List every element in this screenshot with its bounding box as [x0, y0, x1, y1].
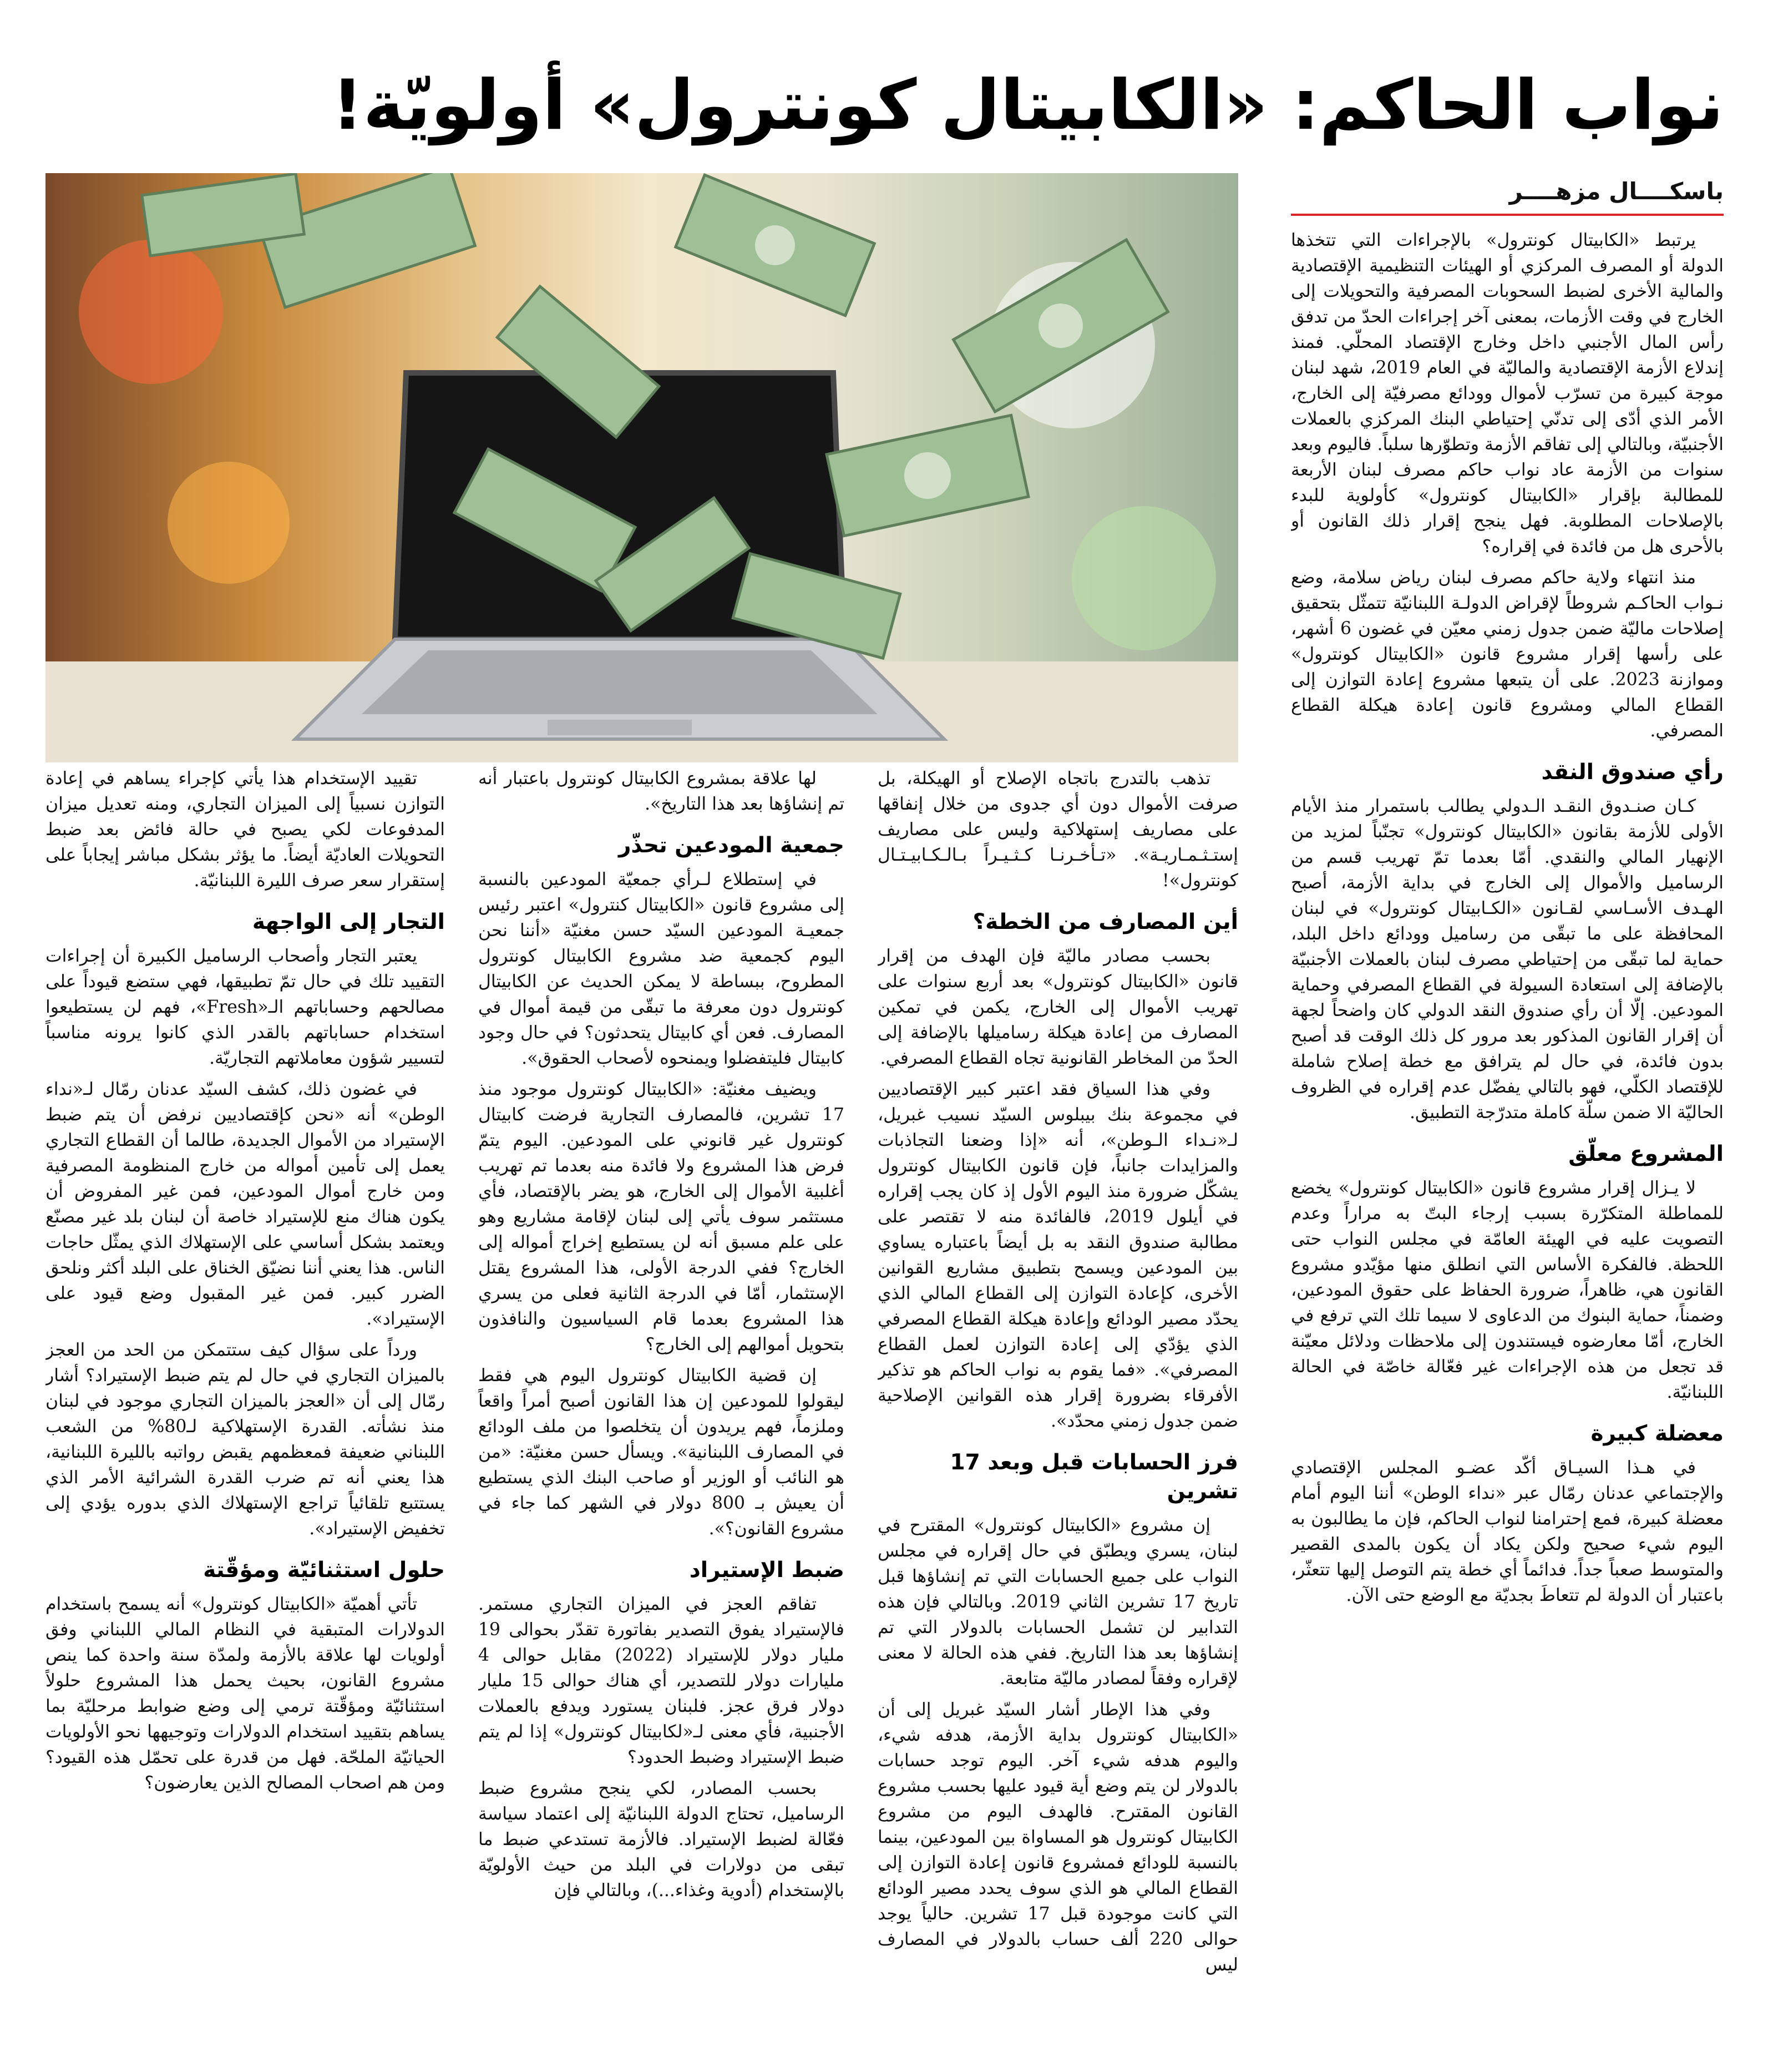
section-heading-banks-plan: أين المصارف من الخطة؟	[972, 909, 1238, 934]
section-heading-depositors-warn: جمعية المودعين تحذّر	[618, 833, 844, 858]
section-depositors-paragraph-1: في إستطلاع لـرأي جمعيّة المودعين بالنسبة إلى مشروع قانون «الكابيتال كنترول» اعتبر رئيس جمعيـة المودعين السيّد حسن مغنيّة «أننا نحن اليوم كجمعية ضد مشروع الكابيتال كونترول المطروح، ببساطة لا يمكن الحديث عن الكابيتال كونترول دون معرفة ما تبقّى من قيمة أموال في المصارف. فعن أي كابيتال يتحدثون؟ في حال وجود كابيتال فليتفضلوا ويمنحوه لأصحاب الحقوق».	[478, 870, 844, 1068]
laptop-money-illustration	[45, 173, 1238, 762]
section-banks-paragraph-2: وفي هذا السياق فقد اعتبر كبير الإقتصاديين في مجموعة بنك بيبلوس السيّد نسيب غبريل، لـ«نـداء الـوطن»، أنه «إذا وضعنا التجاذبات والمزايدات جانباً، فإن قانون الكابيتال كونترول يشكّل ضرورة منذ اليوم الأول إذ كان يجب إقراره في أيلول 2019، فالفائدة منه لا تقتصر على مطالبة صندوق النقد به بل أيضاً باعتباره يساوي بين المودعين ويسمح بتطبيق مشاريع القوانين الأخرى، كإعادة التوازن إلى القطاع المالي الذي يحدّد مصير الودائع وإعادة هيكلة القطاع المصرفي الذي يؤدّي إلى إعادة التوازن لعمل القطاع المصرفي». «فما يقوم به نواب الحاكم هو تذكير الأفرقاء بضرورة إقرار هذه القوانين الإصلاحية ضمن جدول زمني محدّد».	[878, 1079, 1238, 1431]
intro-paragraph-1: يرتبط «الكابيتال كونترول» بالإجراءات التي تتخذها الدولة أو المصرف المركزي أو الهيئات التنظيمية الإقتصادية والمالية الأخرى لضبط السحوبات المصرفية والتحويلات إلى الخارج في وقت الأزمات، بمعنى آخر إجراءات الحدّ من تدفق رأس المال الأجنبي داخل وخارج الإقتصاد المحلّي. فمنذ إندلاع الأزمة الإقتصادية والماليّة في العام 2019، شهد لبنان موجة كبيرة من تسرّب لأموال وودائع مصرفيّة إلى الخارج، الأمر الذي أدّى إلى تدنّي إحتياطي البنك المركزي بالعملات الأجنبيّة، وبالتالي إلى تفاقم الأزمة وتطوّرها سلباً. فاليوم وبعد سنوات من الأزمة عاد نواب حاكم مصرف لبنان الأربعة للمطالبة بإقرار «الكابيتال كونترول» كأولوية للبدء بالإصلاحات المطلوبة. فهل ينجح إقرار ذلك القانون أو بالأحرى هل من فائدة في إقراره؟	[1291, 230, 1724, 557]
article-column-4	[45, 766, 445, 2053]
continued-paragraph: تذهب بالتدرج باتجاه الإصلاح أو الهيكلة، بل صرفت الأموال دون أي جدوى من خلال إنفاقها على مصاريف إستهلاكية وليس على مصاريف إستـثـمـاريـة». «تـأخـرنـا كـثـيـراً بـالـكـابيـتـال كونترول»!	[878, 769, 1238, 891]
section-traders-paragraph-2: في غضون ذلك، كشف السيّد عدنان رمّال لـ«نداء الوطن» أنه «نحن كإقتصاديين نرفض أن يتم ضبط الإستيراد من الأموال الجديدة، طالما أن القطاع التجاري يعمل إلى تأمين أمواله من خارج المنظومة المصرفية ومن خارج أموال المودعين، فمن غير المفروض أن يكون هناك منع للإستيراد خاصة أن لبنان بلد غير مصنّع ويعتمد بشكل أساسي على الإستهلاك الذي يمثّل حاجات الناس. هذا يعني أننا نضيّق الخناق على البلد أكثر ونلحق الضرر كبير. فمن غير المقبول وضع قيود على الإستيراد».	[45, 1079, 445, 1329]
section-import-paragraph-2: بحسب المصادر، لكي ينجح مشروع ضبط الرساميل، تحتاج الدولة اللبنانيّة إلى اعتماد سياسة فعّالة لضبط الإستيراد. فالأزمة تستدعي ضبط ما تبقى من دولارات في البلد من حيث الأولويّة بالإستخدام (أدوية وغذاء...)، وبالتالي فإن	[478, 1778, 844, 1901]
continued-paragraph: تقييد الإستخدام هذا يأتي كإجراء يساهم في إعادة التوازن نسبياً إلى الميزان التجاري، ومنه تعديل ميزان المدفوعات لكي يصبح في حالة فائض بعد ضبط التحويلات العاديّة أيضاً. ما يؤثر بشكل مباشر إيجاباً على إستقرار سعر صرف الليرة اللبنانيّة.	[45, 769, 445, 891]
article-byline: باسكــــال مزهــــر	[1291, 175, 1724, 216]
section-import-paragraph-1: تفاقم العجز في الميزان التجاري مستمر. فالإستيراد يفوق التصدير بفاتورة تقدّر بحوالى 19 مليار دولار للإستيراد (2022) مقابل حوالى 4 مليارات دولار للتصدير، أي هناك حوالى 15 مليار دولار فرق عجز. فلبنان يستورد ويدفع بالعملات الأجنبية، فأي معنى لـ«لكابيتال كونترول» إذا لم يتم ضبط الإستيراد وضبط الحدود؟	[478, 1594, 844, 1767]
section-solutions-paragraph-1: تأتي أهميّة «الكابيتال كونترول» أنه يسمح باستخدام الدولارات المتبقية في النظام المالي اللبناني وفق أولويات لها علاقة بالأزمة ولمدّة سنة واحدة كما ينص مشروع القانون، بحيث يحمل هذا المشروع حلولاً استثنائيّة ومؤقّتة ترمي إلى وضع ضوابط مرحليّة بما يساهم بتقييد استخدام الدولارات وتوجيهها نحو الأولويات الحياتيّة الملحّة. فهل من قدرة على تحمّل هذه القيود؟ ومن هم اصحاب المصالح الذين يعارضون؟	[45, 1594, 445, 1793]
section-depositors-paragraph-3: إن قضية الكابيتال كونترول اليوم هي فقط ليقولوا للمودعين إن هذا القانون أصبح أمراً واقعاً وملزماً، فهم يريدون أن يتخلصوا من ملف الودائع في المصارف اللبنانية». ويسأل حسن مغنيّة: «من هو النائب أو الوزير أو صاحب البنك الذي يستطيع أن يعيش بـ 800 دولار في الشهر كما جاء في مشروع القانون؟».	[478, 1366, 844, 1539]
section-banks-paragraph-1: بحسب مصادر ماليّة فإن الهدف من إقرار قانون «الكابيتال كونترول» بعد أربع سنوات على تهريب الأموال إلى الخارج، يكمن في تمكين المصارف من إعادة هيكلة رساميلها بالإضافة إلى الحدّ من المخاطر القانونية تجاه القطاع المصرفي.	[878, 946, 1238, 1068]
section-accounts-paragraph-2: وفي هذا الإطار أشار السيّد غبريل إلى أن «الكابيتال كونترول بداية الأزمة، هدفه شيء، واليوم هدفه شيء آخر. اليوم توجد حسابات بالدولار لن يتم وضع أية قيود عليها بحسب مشروع القانون المقترح. فالهدف اليوم من مشروع الكابيتال كونترول هو المساواة بين المودعين، بينما بالنسبة للودائع فمشروع قانون إعادة التوازن إلى القطاع المالي هو الذي سوف يحدد مصير الودائع التي كانت موجودة قبل 17 تشرين. حالياً يوجد حوالى 220 ألف حساب بالدولار في المصارف ليس	[878, 1700, 1238, 1975]
article-photo	[45, 173, 1238, 762]
section-accounts-paragraph-1: إن مشروع «الكابيتال كونترول» المقترح في لبنان، يسري ويطبّق في حال إقراره في مجلس النواب على جميع الحسابات التي تم إنشاؤها قبل تاريخ 17 تشرين الثاني 2019. وبالتالي فإن هذه التدابير لن تشمل الحسابات بالدولار التي تم إنشاؤها بعد هذا التاريخ. ففي هذه الحالة لا معنى لإقراره وفقاً لمصادر ماليّة متابعة.	[878, 1515, 1238, 1689]
article-column-1	[1291, 228, 1724, 2053]
section-traders-paragraph-1: يعتبر التجار وأصحاب الرساميل الكبيرة أن إجراءات التقييد تلك في حال تمّ تطبيقها، فهي ستضع قيوداً على مصالحهم وحساباتهم الـ«Fresh»، فهم لن يستطيعوا استخدام حساباتهم بالقدر الذي كانوا يرونه مناسباً لتسيير شؤون معاملاتهم التجاريّة.	[45, 946, 445, 1068]
section-imf-paragraph-1: كـان صنـدوق النقـد الـدولي يطالب باستمرار منذ الأيام الأولى للأزمة بقانون «الكابيتال كونترول» تجنّباً لمزيد من الإنهيار المالي والنقدي. أمّا بعدما تمّ تهريب قسم من الرساميل والأموال إلى الخارج في بداية الأزمة، أصبح الهـدف الأسـاسي لقـانون «الكـابيتال كونترول» في لبنان المحافظة على ما تبقّى من رساميل وودائع داخل البلد، حماية لما تبقّى من إحتياطي مصرف لبنان بالعملات الأجنبيّة بالإضافة إلى استعادة السيولة في القطاع المصرفي وحماية المودعين. إلّا أن رأي صندوق النقد الدولي كان واضحاً لجهة أن إقرار القانون المذكور بعد مرور كل ذلك الوقت قد أصبح بدون فائدة، في حال لم يترافق مع خطة إصلاح شاملة للإقتصاد الكلّي، فهو بالتالي يفضّل عدم إقراره في الظروف الحاليّة الا ضمن سلّة كاملة متدرّجة التطبيق.	[1291, 796, 1724, 1123]
section-depositors-paragraph-2: ويضيف مغنيّة: «الكابيتال كونترول موجود منذ 17 تشرين، فالمصارف التجارية فرضت كابيتال كونترول غير قانوني على المودعين. اليوم يتمّ فرض هذا المشروع ولا فائدة منه بعدما تم تهريب أغلبية الأموال إلى الخارج، هو يضر بالإقتصاد، فأي مستثمر سوف يأتي إلى لبنان لإقامة مشاريع وهو على علم مسبق أنه لن يستطيع إخراج أمواله إلى الخارج؟ ففي الدرجة الأولى، هذا المشروع يقتل الإستثمار، أمّا في الدرجة الثانية فعلى من يسري هذا المشروع بعدما قام السياسيون والنافذون بتحويل أموالهم إلى الخارج؟	[478, 1079, 844, 1355]
article-column-2	[878, 766, 1238, 2053]
section-heading-accounts-sorting: فرز الحسابات قبل وبعد 17 تشرين	[950, 1450, 1238, 1504]
section-heading-import-control: ضبط الإستيراد	[689, 1558, 844, 1583]
intro-paragraph-2: منذ انتهاء ولاية حاكم مصرف لبنان رياض سلامة، وضع نـواب الحاكـم شروطاً لإقراض الدولـة اللبنانيّة تتمثّل بتحقيق إصلاحات ماليّة ضمن جدول زمني معيّن في غضون 6 أشهر، على رأسها إقرار مشروع قانون «الكابيتال كونترول» وموازنة 2023. على أن يتبعها مشروع إعادة التوازن إلى القطاع المالي ومشروع قانون إعادة هيكلة القطاع المصرفي.	[1291, 568, 1724, 741]
section-heading-suspended-project: المشروع معلّق	[1568, 1141, 1724, 1166]
section-traders-paragraph-3: ورداً على سؤال كيف ستتمكن من الحد من العجز بالميزان التجاري في حال لم يتم ضبط الإستيراد؟ أشار رمّال إلى أن «العجز بالميزان التجاري موجود في لبنان منذ نشأته. القدرة الإستهلاكية لـ80% من الشعب اللبناني ضعيفة فمعظمهم يقبض رواتبه بالليرة اللبنانية، هذا يعني أنه تم ضرب القدرة الشرائية الأمر الذي يستتبع تلقائياً تراجع الإستهلاك الذي بدوره يؤدي إلى تخفيض الإستيراد».	[45, 1340, 445, 1539]
article-headline: نواب الحاكم: «الكابيتال كونترول» أولويّة!	[332, 65, 1724, 145]
continued-paragraph: لها علاقة بمشروع الكابيتال كونترول باعتبار أنه تم إنشاؤها بعد هذا التاريخ».	[478, 769, 844, 814]
article-column-3	[478, 766, 844, 2053]
section-heading-imf: رأي صندوق النقد	[1541, 760, 1724, 785]
section-dilemma-paragraph-1: في هـذا السيـاق أكّد عضـو المجلس الإقتصادي والإجتماعي عدنان رمّال عبر «نداء الوطن» أننا اليوم أمام معضلة كبيرة، فمع إحترامنا لنواب الحاكم، فإن ما يطالبون به اليوم شيء صحيح ولكن يكاد أن يكون بالمدى القصير والمتوسط صعباً جداً. فدائماً أي خطة يتم التوصل إليها تتعثّر، باعتبار أن الدولة لم تتعاطَ بجديّة مع الوضع حتى الآن.	[1291, 1458, 1724, 1605]
section-heading-traders: التجار إلى الواجهة	[252, 909, 445, 934]
section-heading-big-dilemma: معضلة كبيرة	[1590, 1421, 1724, 1446]
section-suspended-paragraph-1: لا يـزال إقرار مشروع قانون «الكابيتال كونترول» يخضع للمماطلة المتكرّرة بسبب إرجاء البتّ به مراراً وعدم التصويت عليه في الهيئة العامّة في مجلس النواب حتى اللحظة. فالفكرة الأساس التي انطلق منها مؤيّدو مشروع القانون هي، ظاهراً، ضرورة الحفاظ على حقوق المودعين، وضمناً، حماية البنوك من الدعاوى لا سيما تلك التي ترفع في الخارج، أمّا معارضوه فيستندون إلى ملاحظات ودلائل معيّنة قد تجعل من هذه الإجراءات غير فعّالة خاصّة في الحالة اللبنانيّة.	[1291, 1178, 1724, 1402]
section-heading-temporary-solutions: حلول استثنائيّة ومؤقّتة	[203, 1558, 445, 1583]
